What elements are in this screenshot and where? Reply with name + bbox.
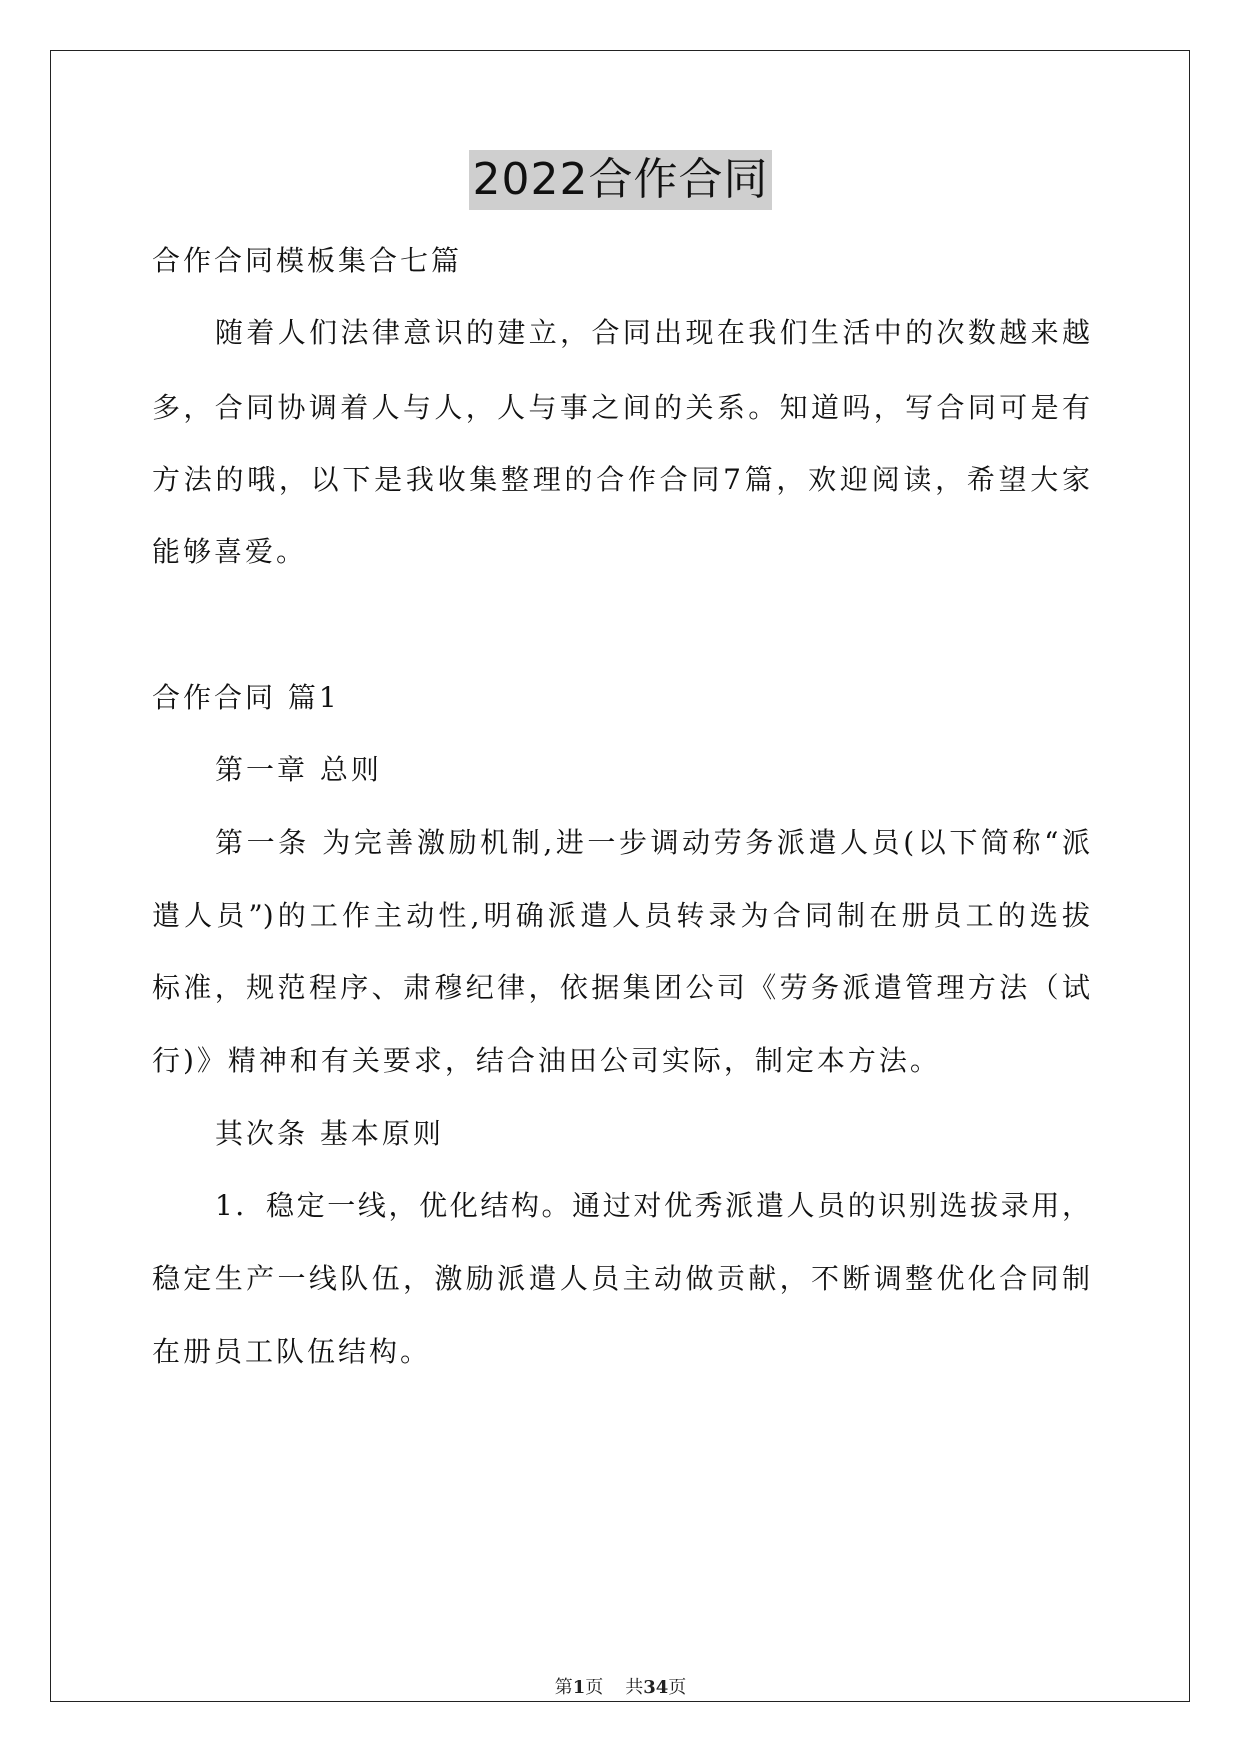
principle1-line-2: 稳定生产一线队伍，激励派遣人员主动做贡献，不断调整优化合同制 xyxy=(152,1262,1090,1295)
intro-line-3: 方法的哦，以下是我收集整理的合作合同7篇，欢迎阅读，希望大家 xyxy=(152,463,1090,496)
article1-line-1: 第一条 为完善激励机制,进一步调动劳务派遣人员(以下简称“派 xyxy=(215,826,1090,859)
intro-line-2: 多，合同协调着人与人，人与事之间的关系。知道吗，写合同可是有 xyxy=(152,391,1090,424)
article1-line-2: 遣人员”)的工作主动性,明确派遣人员转录为合同制在册员工的选拔 xyxy=(152,899,1090,932)
footer-page-number: 1 xyxy=(572,1677,586,1698)
principle1-line-3: 在册员工队伍结构。 xyxy=(152,1335,432,1368)
document-title: 2022合作合同 xyxy=(469,150,773,210)
page-border xyxy=(50,50,1190,1702)
footer-page-suffix: 页 xyxy=(585,1677,604,1698)
article1-line-3: 标准，规范程序、肃穆纪律，依据集团公司《劳务派遣管理方法（试 xyxy=(152,971,1090,1004)
article1-line-4: 行)》精神和有关要求，结合油田公司实际，制定本方法。 xyxy=(152,1044,941,1077)
section-heading: 合作合同 篇1 xyxy=(152,681,340,714)
page-footer xyxy=(0,1677,1241,1699)
intro-line-4: 能够喜爱。 xyxy=(152,535,308,568)
footer-total-suffix: 页 xyxy=(668,1677,687,1698)
intro-line-1: 随着人们法律意识的建立，合同出现在我们生活中的次数越来越 xyxy=(215,316,1090,349)
document-subtitle: 合作合同模板集合七篇 xyxy=(152,244,463,277)
footer-total-pages: 34 xyxy=(643,1677,669,1698)
title-container xyxy=(0,150,1241,210)
chapter-heading: 第一章 总则 xyxy=(215,753,382,786)
footer-total-prefix: 共 xyxy=(625,1677,644,1698)
footer-page-prefix: 第 xyxy=(554,1677,573,1698)
principle1-line-1: 1．稳定一线，优化结构。通过对优秀派遣人员的识别选拔录用， xyxy=(215,1189,1090,1222)
article2-heading: 其次条 基本原则 xyxy=(215,1117,444,1150)
